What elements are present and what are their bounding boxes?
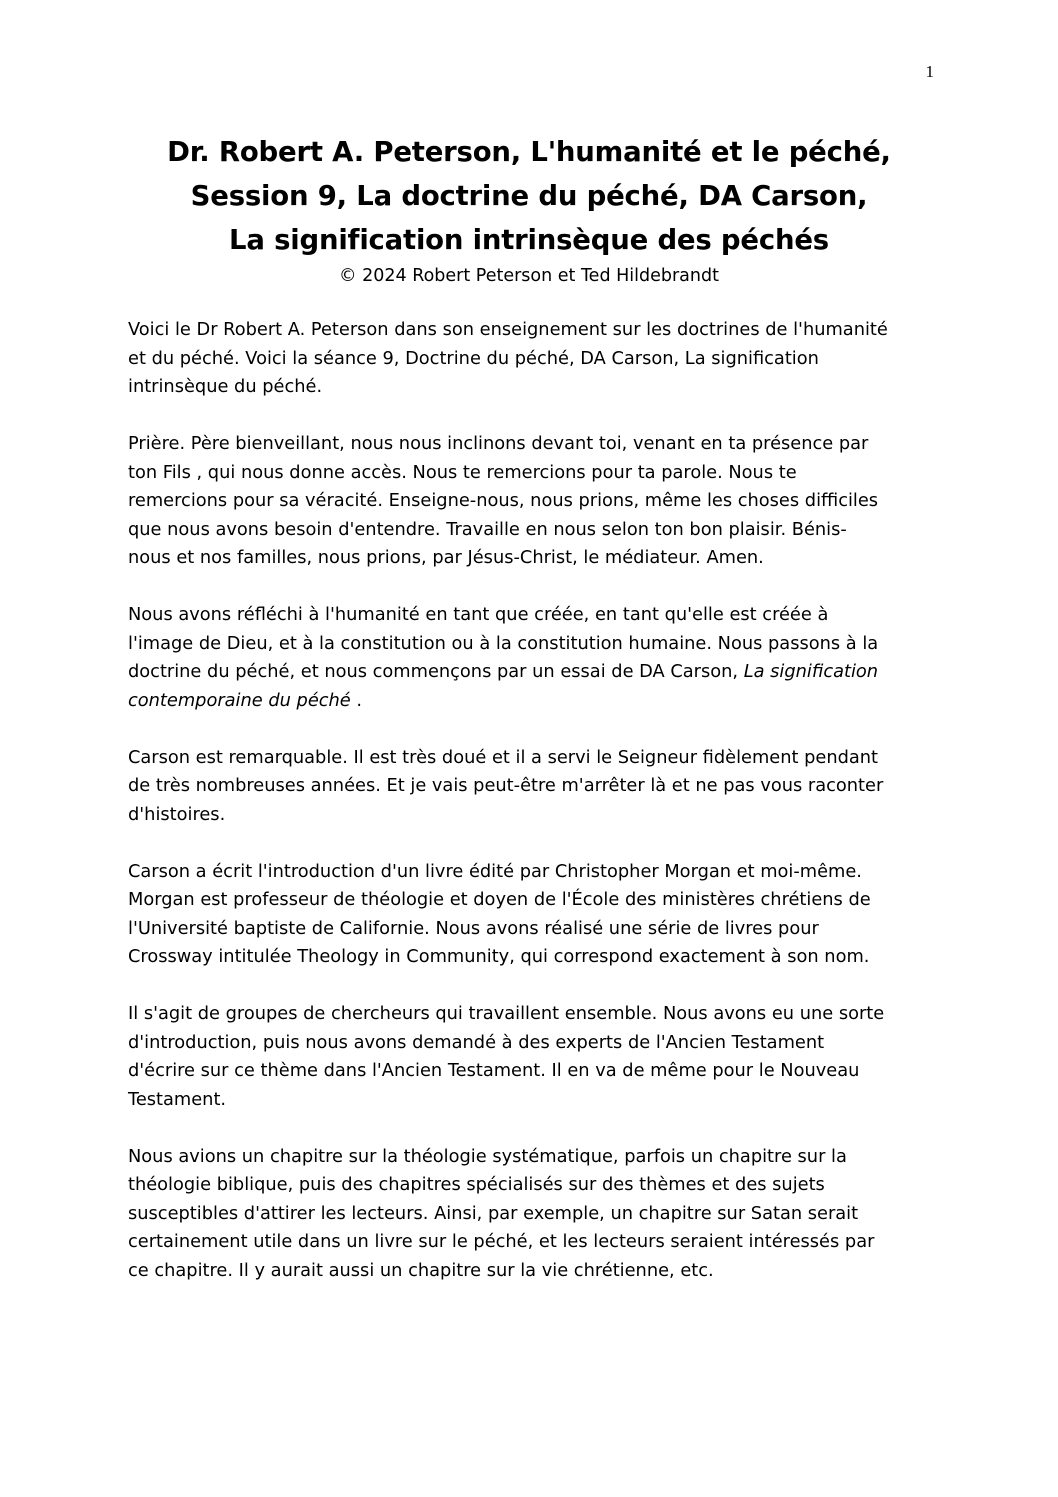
text-line: remercions pour sa véracité. Enseigne-nous, nous prions, même les choses difficiles (128, 490, 879, 511)
text-line (128, 658, 928, 687)
text-line: l'Université baptiste de Californie. Nous avons réalisé une série de livres pour (128, 917, 819, 939)
text-line: ton Fils , qui nous donne accès. Nous te remercions pour ta parole. Nous te (128, 461, 797, 483)
book-title-italic: La signification (743, 661, 879, 682)
title-line-1: Dr. Robert A. Peterson, L'humanité et le péché, (167, 136, 891, 168)
text-line: Carson est remarquable. Il est très doué et il a servi le Seigneur fidèlement pendant (128, 746, 879, 768)
title-line-3: La signification intrinsèque des péchés (229, 224, 829, 256)
paragraph-carson (128, 744, 928, 830)
page-number: 1 (925, 62, 934, 81)
text-line: certainement utile dans un livre sur le péché, et les lecteurs seraient intéressés par (128, 1231, 875, 1252)
copyright-notice: © 2024 Robert Peterson et Ted Hildebrandt (339, 266, 719, 286)
paragraph-groups (128, 1000, 928, 1114)
text-line: Testament. (128, 1088, 227, 1110)
document-header (0, 130, 1058, 288)
text-line: d'écrire sur ce thème dans l'Ancien Testament. Il en va de même pour le Nouveau (128, 1060, 860, 1081)
text-line: d'introduction, puis nous avons demandé à des experts de l'Ancien Testament (128, 1031, 825, 1053)
text-line: ce chapitre. Il y aurait aussi un chapitre sur la vie chrétienne, etc. (128, 1259, 714, 1281)
paragraph-book (128, 858, 928, 972)
text-line: Prière. Père bienveillant, nous nous inclinons devant toi, venant en ta présence par (128, 433, 869, 454)
text-line: de très nombreuses années. Et je vais peut-être m'arrêter là et ne pas vous raconter (128, 775, 884, 796)
text-line: Crossway intitulée Theology in Community, qui correspond exactement à son nom. (128, 946, 870, 967)
paragraph-intro (128, 316, 928, 402)
text-line: susceptibles d'attirer les lecteurs. Ainsi, par exemple, un chapitre sur Satan serait (128, 1202, 859, 1224)
text-line: que nous avons besoin d'entendre. Travaille en nous selon ton bon plaisir. Bénis- (128, 518, 847, 540)
text-run: doctrine du péché, et nous commençons par un essai de DA Carson, (128, 661, 744, 682)
text-line: et du péché. Voici la séance 9, Doctrine du péché, DA Carson, La signification (128, 347, 819, 369)
paragraph-chapters (128, 1143, 928, 1286)
text-line: Il s'agit de groupes de chercheurs qui travaillent ensemble. Nous avons eu une sorte (128, 1003, 885, 1024)
paragraph-doctrine (128, 601, 928, 715)
text-line (128, 687, 928, 716)
book-title-italic: contemporaine du péché (128, 689, 351, 711)
text-line: Carson a écrit l'introduction d'un livre édité par Christopher Morgan et moi-même. (128, 860, 862, 882)
text-line: théologie biblique, puis des chapitres spécialisés sur des thèmes et des sujets (128, 1174, 825, 1195)
text-line: nous et nos familles, nous prions, par Jésus-Christ, le médiateur. Amen. (128, 547, 764, 568)
text-line: l'image de Dieu, et à la constitution ou à la constitution humaine. Nous passons à la (128, 632, 879, 654)
text-line: Morgan est professeur de théologie et doyen de l'École des ministères chrétiens de (128, 889, 871, 910)
text-line: intrinsèque du péché. (128, 376, 323, 397)
document-body (128, 316, 928, 1314)
text-line: Voici le Dr Robert A. Peterson dans son enseignement sur les doctrines de l'humanité (128, 319, 888, 340)
paragraph-prayer (128, 430, 928, 573)
text-line: Nous avions un chapitre sur la théologie systématique, parfois un chapitre sur la (128, 1145, 847, 1167)
text-line: d'histoires. (128, 803, 226, 825)
text-run: . (350, 689, 363, 711)
title-line-2: Session 9, La doctrine du péché, DA Carson, (190, 180, 868, 212)
text-line: Nous avons réfléchi à l'humanité en tant que créée, en tant qu'elle est créée à (128, 604, 829, 625)
